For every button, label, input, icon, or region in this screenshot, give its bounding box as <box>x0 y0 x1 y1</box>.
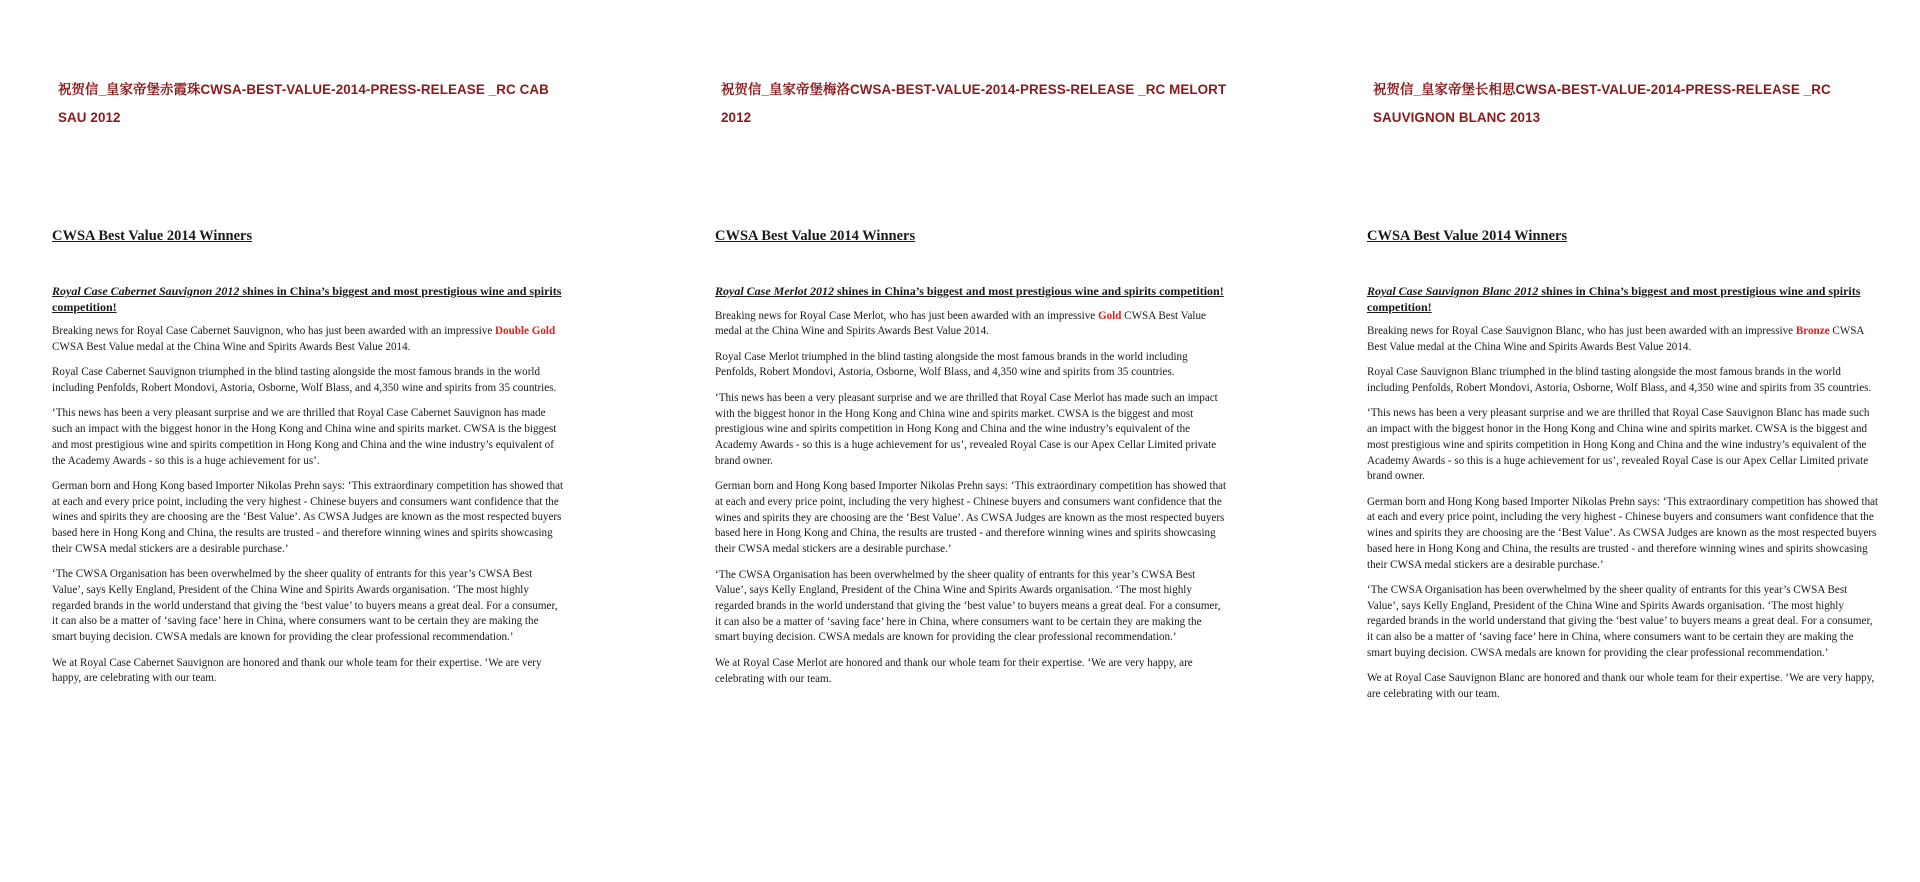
press-release-column-merlot <box>715 0 1227 882</box>
document-filename-title[interactable]: 祝贺信_皇家帝堡长相思CWSA-BEST-VALUE-2014-PRESS-RELEASE _RC SAUVIGNON BLANC 2013 <box>1373 82 1831 125</box>
document-filename-title[interactable]: 祝贺信_皇家帝堡梅洛CWSA-BEST-VALUE-2014-PRESS-RELEASE _RC MELORT 2012 <box>721 82 1227 125</box>
paragraph-triumph: Royal Case Merlot triumphed in the blind tasting alongside the most famous brands in the world including Penfolds, Robert Mondovi, Astoria, Osborne, Wolf Blass, and 4,350 wine and spirits from 35 countries. <box>715 350 1188 379</box>
paragraph-closing: We at Royal Case Cabernet Sauvignon are honored and thank our whole team for their expertise. ‘We are very happy, are celebrating with our team. <box>52 656 542 685</box>
paragraph-breaking-news <box>1367 324 1879 355</box>
medal-badge: Double Gold <box>495 325 556 337</box>
paragraph-importer: German born and Hong Kong based Importer Nikolas Prehn says: ‘This extraordinary competition has showed that at each and every price point, including the very highest - Chinese buyers and consumers want confidence that the wines and spirits they are choosing are the ‘Best Value’. As CWSA Judges are known as the most respected buyers based here in Hong Kong and China, the results are trusted - and therefore winning wines and spirits showcasing their CWSA medal stickers are a desirable purchase.’ <box>52 480 564 555</box>
product-name: Royal Case Sauvignon Blanc 2012 <box>1367 284 1539 298</box>
paragraph-text: CWSA Best Value medal at the China Wine and Spirits Awards Best Value 2014. <box>52 340 411 353</box>
press-release-subheading <box>1367 284 1879 315</box>
press-release-heading: CWSA Best Value 2014 Winners <box>1367 228 1568 244</box>
document-filename-title[interactable]: 祝贺信_皇家帝堡赤霞珠CWSA-BEST-VALUE-2014-PRESS-RELEASE _RC CAB SAU 2012 <box>58 82 549 125</box>
paragraph-quote: ‘This news has been a very pleasant surprise and we are thrilled that Royal Case Merlot has made such an impact with the biggest honor in the Hong Kong and China wine and spirits market. CWSA is the biggest and most prestigious wine and spirits competition in Hong Kong and China and the wine industry’s equivalent of the Academy Awards - so this is a huge achievement for us’, revealed Royal Case is our Apex Cellar Limited private brand owner. <box>715 391 1218 467</box>
press-release-heading: CWSA Best Value 2014 Winners <box>52 228 253 244</box>
subheading-text: shines in China’s biggest and most prestigious wine and spirits competition! <box>834 284 1224 298</box>
paragraph-closing: We at Royal Case Merlot are honored and thank our whole team for their expertise. ‘We are very happy, are celebrating with our team. <box>715 656 1193 685</box>
product-name: Royal Case Cabernet Sauvignon 2012 <box>52 284 240 298</box>
paragraph-text: CWSA Best Value medal at the China Wine and Spirits Awards Best Value 2014. <box>1367 325 1864 353</box>
paragraph-quote: ‘This news has been a very pleasant surprise and we are thrilled that Royal Case Sauvignon Blanc has made such an impact with the biggest honor in the Hong Kong and China wine and spirits market. CWSA is the biggest and most prestigious wine and spirits competition in Hong Kong and China and the wine industry’s equivalent of the Academy Awards - so this is a huge achievement for us’, revealed Royal Case is our Apex Cellar Limited private brand owner. <box>1367 407 1870 483</box>
press-release-column-cabernet <box>52 0 564 882</box>
paragraph-closing: We at Royal Case Sauvignon Blanc are honored and thank our whole team for their expertise. ‘We are very happy, are celebrating with our team. <box>1367 672 1875 701</box>
paragraph-organisation: ‘The CWSA Organisation has been overwhelmed by the sheer quality of entrants for this year’s CWSA Best Value’, says Kelly England, President of the China Wine and Spirits Awards organisation. ‘The most highly regarded brands in the world understand that giving the ‘best value’ to buyers means a great deal. For a consumer, it can also be a matter of ‘saving face’ here in China, where consumers want to be certain they are making the smart buying decision. CWSA medals are known for providing the clear professional recommendation.’ <box>52 568 558 644</box>
paragraph-importer: German born and Hong Kong based Importer Nikolas Prehn says: ‘This extraordinary competition has showed that at each and every price point, including the very highest - Chinese buyers and consumers want confidence that the wines and spirits they are choosing are the ‘Best Value’. As CWSA Judges are known as the most respected buyers based here in Hong Kong and China, the results are trusted - and therefore winning wines and spirits showcasing their CWSA medal stickers are a desirable purchase.’ <box>715 480 1227 556</box>
press-release-column-sauvignon-blanc <box>1367 0 1879 882</box>
press-release-body <box>52 227 564 697</box>
medal-badge: Gold <box>1097 309 1122 322</box>
paragraph-text: CWSA Best Value medal at the China Wine and Spirits Awards Best Value 2014. <box>715 309 1206 338</box>
paragraph-organisation: ‘The CWSA Organisation has been overwhelmed by the sheer quality of entrants for this year’s CWSA Best Value’, says Kelly England, President of the China Wine and Spirits Awards organisation. ‘The most highly regarded brands in the world understand that giving the ‘best value’ to buyers means a great deal. For a consumer, it can also be a matter of ‘saving face’ here in China, where consumers want to be certain they are making the smart buying decision. CWSA medals are known for providing the clear professional recommendation.’ <box>715 568 1221 644</box>
paragraph-breaking-news <box>52 324 564 355</box>
subheading-text: shines in China’s biggest and most prestigious wine and spirits competition! <box>52 284 562 314</box>
paragraph-breaking-news <box>715 309 1227 340</box>
paragraph-text: Breaking news for Royal Case Cabernet Sauvignon, who has just been awarded with an impressive <box>52 325 496 337</box>
press-release-heading: CWSA Best Value 2014 Winners <box>715 228 916 244</box>
paragraph-importer: German born and Hong Kong based Importer Nikolas Prehn says: ‘This extraordinary competition has showed that at each and every price point, including the very highest - Chinese buyers and consumers want confidence that the wines and spirits they are choosing are the ‘Best Value’. As CWSA Judges are known as the most respected buyers based here in Hong Kong and China, the results are trusted - and therefore winning wines and spirits showcasing their CWSA medal stickers are a desirable purchase.’ <box>1367 495 1879 571</box>
press-release-body <box>715 227 1227 697</box>
press-release-subheading <box>715 284 1227 300</box>
press-release-subheading <box>52 284 564 315</box>
product-name: Royal Case Merlot 2012 <box>715 284 834 298</box>
press-release-body <box>1367 227 1879 713</box>
paragraph-triumph: Royal Case Cabernet Sauvignon triumphed in the blind tasting alongside the most famous brands in the world including Penfolds, Robert Mondovi, Astoria, Osborne, Wolf Blass, and 4,350 wine and spirits from 35 countries. <box>52 366 557 394</box>
medal-badge: Bronze <box>1795 325 1830 337</box>
paragraph-text: Breaking news for Royal Case Merlot, who has just been awarded with an impressive <box>715 309 1098 322</box>
paragraph-quote: ‘This news has been a very pleasant surprise and we are thrilled that Royal Case Cabernet Sauvignon has made such an impact with the biggest honor in the Hong Kong and China wine and spirits market. CWSA is the biggest and most prestigious wine and spirits competition in Hong Kong and China and the wine industry’s equivalent of the Academy Awards - so this is a huge achievement for us’. <box>52 407 557 467</box>
paragraph-text: Breaking news for Royal Case Sauvignon Blanc, who has just been awarded with an impressive <box>1367 325 1796 337</box>
paragraph-triumph: Royal Case Sauvignon Blanc triumphed in the blind tasting alongside the most famous brands in the world including Penfolds, Robert Mondovi, Astoria, Osborne, Wolf Blass, and 4,350 wine and spirits from 35 countries. <box>1367 366 1872 394</box>
subheading-text: shines in China’s biggest and most prestigious wine and spirits competition! <box>1367 284 1861 314</box>
paragraph-organisation: ‘The CWSA Organisation has been overwhelmed by the sheer quality of entrants for this year’s CWSA Best Value’, says Kelly England, President of the China Wine and Spirits Awards organisation. ‘The most highly regarded brands in the world understand that giving the ‘best value’ to buyers means a great deal. For a consumer, it can also be a matter of ‘saving face’ here in China, where consumers want to be certain they are making the smart buying decision. CWSA medals are known for providing the clear professional recommendation.’ <box>1367 584 1873 659</box>
